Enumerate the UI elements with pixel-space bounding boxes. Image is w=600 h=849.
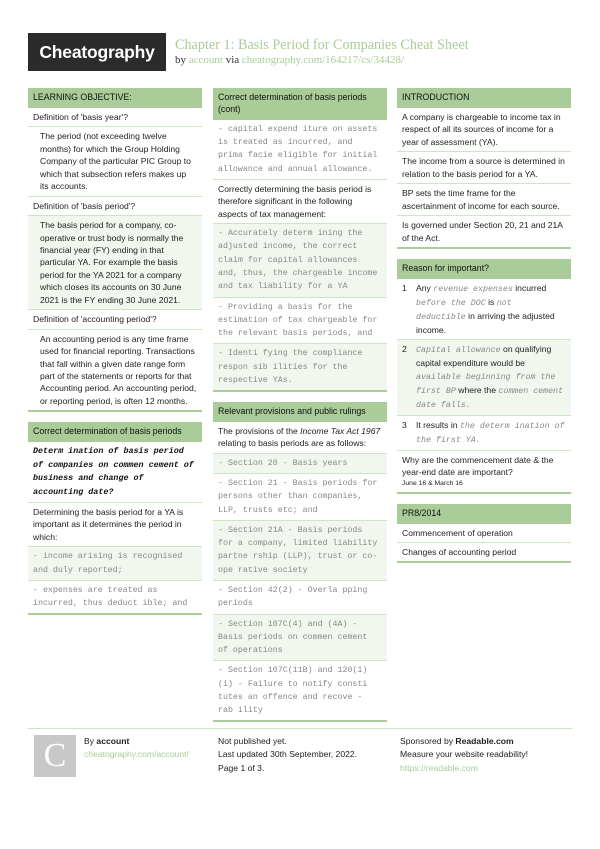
list-item: Commencement of operation xyxy=(397,524,571,543)
text: the determ ination of the first YA. xyxy=(416,421,565,445)
pr-section xyxy=(397,504,571,564)
author-name[interactable]: account xyxy=(96,736,130,746)
list-item: - Accurately determ ining the adjusted income, the correct claim for capital allowances and, thus, the chargeable income and tax liability for a YA xyxy=(213,224,387,297)
item-text xyxy=(416,419,566,447)
text: By xyxy=(84,736,97,746)
footer-status xyxy=(218,735,357,775)
sheet-url-link[interactable]: cheatography.com/164217/cs/34428/ xyxy=(241,54,405,66)
avatar: C xyxy=(34,735,76,777)
text: before the DOC xyxy=(416,298,486,308)
relevant-provisions-section xyxy=(213,402,387,722)
section-heading: PR8/2014 xyxy=(397,504,571,524)
sponsor-link[interactable]: https://readable.com xyxy=(400,762,478,773)
byline-by: by xyxy=(175,54,186,66)
publish-status: Not published yet. xyxy=(218,736,287,746)
page-footer xyxy=(28,728,572,788)
list-item: - Identi fying the compliance respon sib ilities for the respective YAs. xyxy=(213,344,387,390)
list-item xyxy=(397,340,571,416)
byline xyxy=(175,53,404,69)
question: Definition of 'basis period'? xyxy=(28,197,202,216)
text: is xyxy=(485,296,497,307)
text: Capital allowance xyxy=(416,346,501,356)
author-profile-link[interactable]: cheatography.com/account/ xyxy=(84,749,189,760)
text: The provisions of the xyxy=(218,425,301,436)
answer: An accounting period is any time frame used for financial reporting. Transactions that fall within a given date range form part of the statements or reports for that Accounting period. An accounting period, or reporting period, is often 12 months. xyxy=(40,333,197,406)
byline-via: via xyxy=(225,54,240,66)
text: on qualifying capital expenditure would be xyxy=(416,344,552,369)
list-item: - Section 107C(4) and (4A) - Basis periods on commen cement of operations xyxy=(213,615,387,662)
section-heading: INTRODUCTION xyxy=(397,88,571,108)
footer-author xyxy=(84,735,189,762)
list-item: - Section 20 - Basis years xyxy=(213,454,387,474)
author-link[interactable]: account xyxy=(188,54,223,66)
question: Definition of 'accounting period'? xyxy=(28,310,202,329)
paragraph: Correctly determining the basis period is therefore significant in the following aspects of tax management: xyxy=(213,180,387,224)
paragraph xyxy=(213,422,387,454)
text: revenue expenses xyxy=(433,284,513,294)
sponsor-name[interactable]: Readable.com xyxy=(455,736,514,746)
paragraph: A company is chargeable to income tax in respect of all its sources of income for a year of assessment (YA). xyxy=(397,108,571,152)
section-heading: Reason for important? xyxy=(397,259,571,279)
footer-sponsor xyxy=(400,735,528,775)
question-text: Why are the commencement date & the year-end date are important? xyxy=(402,454,554,478)
list-item: Changes of accounting period xyxy=(402,546,517,557)
item-number: 1 xyxy=(402,282,407,293)
item-text xyxy=(416,282,566,337)
text: Any xyxy=(416,282,434,293)
list-item: - Section 42(2) - Overla pping periods xyxy=(213,581,387,615)
paragraph: BP sets the time frame for the ascertainment of income for each source. xyxy=(397,184,571,216)
list-item xyxy=(397,416,571,451)
list-item: - Section 107C(11B) and 120(1)(i) - Failure to notify consti tutes an offence and recove - rab ility xyxy=(218,666,368,716)
act-name: Income Tax Act 1967 xyxy=(300,425,381,436)
text: where the xyxy=(455,384,499,395)
text: not deductible xyxy=(416,298,512,322)
paragraph: Is governed under Section 20, 21 and 21A of the Act. xyxy=(402,220,563,243)
answer: The period (not exceeding twelve months) for which the Group Holding Company of the particular PIC Group to which that subsection refers makes up its accounts. xyxy=(28,127,202,196)
paragraph: Determining the basis period for a YA is important as it determines the period in which: xyxy=(28,503,202,547)
question: Definition of 'basis year'? xyxy=(28,108,202,127)
text: relating to basis periods are as follows: xyxy=(218,438,367,449)
item-text xyxy=(416,343,566,412)
section-heading: Relevant provisions and public rulings xyxy=(213,402,387,422)
text: incurred xyxy=(512,282,547,293)
list-item: - Section 21A - Basis periods for a company, limited liability partne rship (LLP), trust or co-ope rative society xyxy=(213,521,387,581)
list-item: - capital expend iture on assets is treated as incurred, and prima facie eligible for initial allowance and annual allowance. xyxy=(213,120,387,180)
item-number: 3 xyxy=(402,419,407,430)
list-item: - income arising is recognised and duly reported; xyxy=(28,547,202,581)
correct-determination-cont-section xyxy=(213,88,387,392)
paragraph: The income from a source is determined in relation to the basis period for a YA. xyxy=(397,152,571,184)
last-updated: Last updated 30th September, 2022. xyxy=(218,749,358,760)
text: available beginning from the first BP xyxy=(416,372,556,396)
list-item: - Providing a basis for the estimation of tax chargeable for the relevant basis periods, and xyxy=(213,298,387,345)
answer: The basis period for a company, co-operative or trust body is normally the financial year (FY) ending in that particular YA. For example the basis period for the YA 2021 for a company which closes its accounts on 30 June 2021 is the FY ending 30 June 2021. xyxy=(28,216,202,310)
column-3 xyxy=(397,88,571,573)
section-heading: Correct determination of basis periods xyxy=(28,422,202,442)
page-header xyxy=(28,30,572,74)
column-1 xyxy=(28,88,202,625)
answer-text: June 16 & March 16 xyxy=(402,479,463,487)
text: in arriving the adjusted income. xyxy=(416,310,555,335)
list-item xyxy=(397,279,571,341)
cheatography-logo[interactable]: Cheatography xyxy=(28,33,166,71)
sponsor-text: Measure your website readability! xyxy=(400,749,529,760)
section-heading: Correct determination of basis periods (cont) xyxy=(213,88,387,120)
column-2 xyxy=(213,88,387,732)
page-number: Page 1 of 3. xyxy=(218,762,265,773)
reason-section xyxy=(397,259,571,494)
page-title: Chapter 1: Basis Period for Companies Cheat Sheet xyxy=(175,37,469,53)
text: Sponsored by xyxy=(400,736,456,746)
item-number: 2 xyxy=(402,344,407,355)
list-item: - expenses are treated as incurred, thus deduct ible; and xyxy=(33,585,188,609)
learning-objective-section xyxy=(28,88,202,412)
text: commen cement date falls. xyxy=(416,386,564,410)
question xyxy=(397,451,571,492)
question: Determ ination of basis period of companies on commen cement of business and change of accounting date? xyxy=(28,442,202,503)
text: It results in xyxy=(416,419,460,430)
list-item: - Section 21 - Basis periods for persons other than companies, LLP, trusts etc; and xyxy=(213,474,387,521)
section-heading: LEARNING OBJECTIVE: xyxy=(28,88,202,108)
correct-determination-section xyxy=(28,422,202,615)
introduction-section xyxy=(397,88,571,249)
